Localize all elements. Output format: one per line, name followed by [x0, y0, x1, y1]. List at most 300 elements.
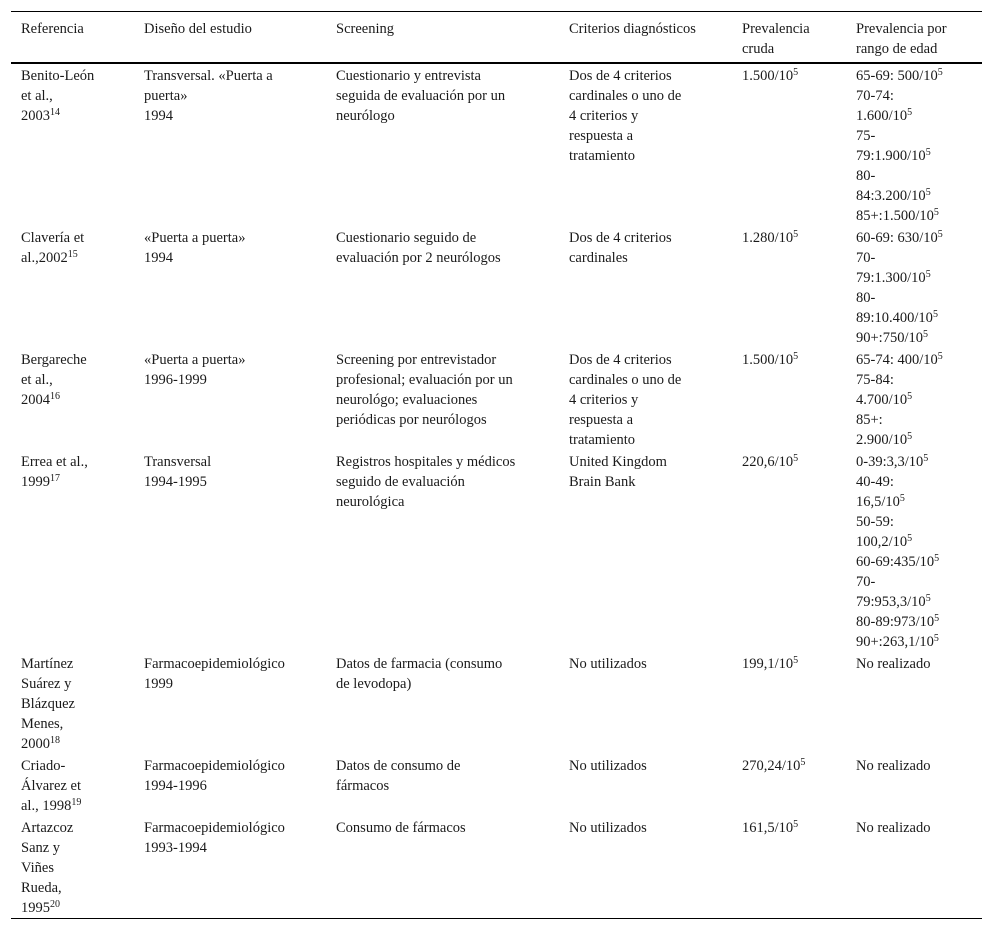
cell-line — [569, 228, 719, 248]
superscript: 5 — [793, 351, 799, 362]
cell-text: 1995 — [21, 900, 50, 916]
cell-text: profesional; evaluación por un — [336, 372, 513, 388]
cell-line — [21, 228, 131, 248]
cell-text: seguida de evaluación por un — [336, 88, 506, 104]
cell-line — [856, 328, 976, 348]
cell-line — [21, 654, 131, 674]
cell-text: 1999 — [144, 676, 173, 692]
cell-line — [144, 472, 314, 492]
cell-line — [856, 410, 976, 430]
cell-line — [144, 776, 314, 796]
header-diseno: Diseño del estudio — [144, 21, 252, 37]
cell-line — [144, 674, 314, 694]
cell-line — [569, 452, 719, 472]
cell-text: 16,5/10 — [856, 494, 900, 510]
cell-line — [336, 674, 546, 694]
header-prevalencia-cruda: Prevalencia cruda — [742, 21, 810, 57]
superscript: 5 — [925, 593, 931, 604]
cell-line — [21, 858, 131, 878]
cell-text: 79:1.300/10 — [856, 270, 926, 286]
superscript: 5 — [907, 391, 913, 402]
cell-text: 0-39:3,3/10 — [856, 454, 924, 470]
cell-line — [569, 350, 719, 370]
header-screening: Screening — [336, 21, 394, 37]
cell-text: 4 criterios y — [569, 392, 639, 408]
cell-line — [21, 694, 131, 714]
cell-text: 1.500/10 — [742, 352, 794, 368]
cell-line — [21, 674, 131, 694]
header-prevalencia-edad: Prevalencia por rango de edad — [856, 21, 947, 57]
cell-line — [856, 248, 976, 268]
cell-text: 79:1.900/10 — [856, 148, 926, 164]
cell-line — [856, 126, 976, 146]
cell-text: 1993-1994 — [144, 840, 207, 856]
cell-text: Álvarez et — [21, 778, 81, 794]
cell-text: Screening por entrevistador — [336, 352, 497, 368]
cell-prevalencia-edad — [856, 452, 976, 652]
cell-text: 90+:750/10 — [856, 330, 923, 346]
cell-text: 84:3.200/10 — [856, 188, 926, 204]
cell-line — [336, 492, 546, 512]
superscript: 5 — [793, 229, 799, 240]
cell-text: 1994-1996 — [144, 778, 207, 794]
cell-line — [21, 66, 131, 86]
cell-line — [856, 308, 976, 328]
cell-text: et al., — [21, 372, 53, 388]
cell-line — [144, 248, 314, 268]
cell-text: 161,5/10 — [742, 820, 794, 836]
cell-text: No utilizados — [569, 820, 647, 836]
superscript: 5 — [907, 107, 913, 118]
cell-line — [336, 472, 546, 492]
cell-text: 100,2/10 — [856, 534, 908, 550]
superscript: 5 — [932, 309, 938, 320]
cell-text: Transversal. «Puerta a — [144, 68, 273, 84]
cell-text: 2003 — [21, 108, 50, 124]
cell-text: respuesta a — [569, 128, 634, 144]
superscript: 5 — [925, 269, 931, 280]
cell-referencia — [21, 350, 131, 410]
cell-line — [856, 66, 976, 86]
cell-line — [856, 592, 976, 612]
cell-referencia — [21, 756, 131, 816]
superscript: 5 — [793, 655, 799, 666]
cell-text: 270,24/10 — [742, 758, 801, 774]
cell-text: 1.500/10 — [742, 68, 794, 84]
cell-text: 199,1/10 — [742, 656, 794, 672]
cell-line — [21, 818, 131, 838]
cell-text: Registros hospitales y médicos — [336, 454, 516, 470]
cell-text: No realizado — [856, 820, 931, 836]
cell-text: 40-49: — [856, 474, 894, 490]
cell-text: periódicas por neurólogos — [336, 412, 487, 428]
cell-diseno — [144, 350, 314, 390]
cell-line — [21, 898, 131, 918]
cell-prevalencia-edad — [856, 350, 976, 450]
cell-text: 2004 — [21, 392, 50, 408]
cell-text: evaluación por 2 neurólogos — [336, 250, 501, 266]
cell-text: 79:953,3/10 — [856, 594, 926, 610]
cell-line — [569, 654, 719, 674]
cell-text: al., 1998 — [21, 798, 72, 814]
superscript: 14 — [50, 107, 60, 118]
cell-criterios — [569, 756, 719, 776]
cell-prevalencia-edad — [856, 66, 976, 226]
cell-line — [742, 350, 842, 370]
superscript: 5 — [793, 67, 799, 78]
cell-line — [21, 350, 131, 370]
cell-line — [144, 756, 314, 776]
cell-text: 1994 — [144, 250, 173, 266]
cell-text: Rueda, — [21, 880, 62, 896]
table-row — [11, 348, 982, 450]
cell-text: tratamiento — [569, 432, 636, 448]
cell-text: 1994-1995 — [144, 474, 207, 490]
cell-text: Clavería et — [21, 230, 85, 246]
cell-screening — [336, 654, 546, 694]
cell-line — [21, 390, 131, 410]
cell-line — [21, 106, 131, 126]
cell-line — [336, 86, 546, 106]
cell-line — [569, 106, 719, 126]
cell-line — [336, 818, 546, 838]
cell-text: 90+:263,1/10 — [856, 634, 934, 650]
cell-text: al.,2002 — [21, 250, 68, 266]
superscript: 19 — [71, 797, 82, 808]
cell-text: 2000 — [21, 736, 50, 752]
cell-line — [856, 268, 976, 288]
cell-text: Viñes — [21, 860, 54, 876]
cell-line — [856, 818, 976, 838]
superscript: 5 — [907, 533, 913, 544]
cell-text: cardinales o uno de — [569, 88, 682, 104]
cell-line — [569, 126, 719, 146]
cell-criterios — [569, 66, 719, 166]
cell-diseno — [144, 654, 314, 694]
cell-prevalencia-cruda — [742, 818, 842, 838]
cell-line — [742, 756, 842, 776]
cell-text: Farmacoepidemiológico — [144, 758, 285, 774]
cell-text: Bergareche — [21, 352, 87, 368]
cell-criterios — [569, 350, 719, 450]
table-header — [11, 11, 982, 64]
cell-line — [21, 734, 131, 754]
cell-line — [336, 106, 546, 126]
cell-line — [336, 228, 546, 248]
cell-screening — [336, 66, 546, 126]
table-row — [11, 64, 982, 226]
table-row — [11, 450, 982, 652]
superscript: 17 — [50, 473, 60, 484]
cell-line — [569, 390, 719, 410]
cell-line — [742, 66, 842, 86]
cell-text: Sanz y — [21, 840, 61, 856]
superscript: 5 — [793, 819, 799, 830]
superscript: 15 — [67, 249, 78, 260]
cell-text: 65-69: 500/10 — [856, 68, 938, 84]
cell-line — [569, 86, 719, 106]
cell-referencia — [21, 654, 131, 754]
cell-prevalencia-cruda — [742, 654, 842, 674]
cell-prevalencia-cruda — [742, 228, 842, 248]
cell-line — [856, 472, 976, 492]
cell-text: 1994 — [144, 108, 173, 124]
cell-line — [21, 86, 131, 106]
cell-text: 85+: — [856, 412, 883, 428]
cell-text: No realizado — [856, 656, 931, 672]
cell-text: Dos de 4 criterios — [569, 68, 672, 84]
table-body — [11, 64, 982, 919]
superscript: 5 — [933, 207, 939, 218]
cell-line — [144, 838, 314, 858]
cell-line — [144, 86, 314, 106]
cell-diseno — [144, 452, 314, 492]
cell-text: 70- — [856, 574, 876, 590]
cell-criterios — [569, 228, 719, 268]
cell-line — [569, 430, 719, 450]
cell-text: Dos de 4 criterios — [569, 230, 672, 246]
cell-text: respuesta a — [569, 412, 634, 428]
cell-line — [336, 248, 546, 268]
cell-line — [569, 818, 719, 838]
cell-line — [21, 756, 131, 776]
superscript: 5 — [937, 67, 943, 78]
cell-text: 70-74: — [856, 88, 894, 104]
superscript: 5 — [934, 553, 940, 564]
cell-text: 80- — [856, 168, 876, 184]
superscript: 5 — [800, 757, 806, 768]
cell-line — [569, 66, 719, 86]
cell-line — [742, 818, 842, 838]
cell-referencia — [21, 452, 131, 492]
cell-line — [336, 654, 546, 674]
cell-referencia — [21, 818, 131, 918]
cell-text: Benito-León — [21, 68, 95, 84]
cell-screening — [336, 818, 546, 838]
superscript: 5 — [925, 187, 931, 198]
prevalence-table — [11, 11, 982, 919]
cell-line — [742, 228, 842, 248]
cell-line — [569, 472, 719, 492]
cell-line — [21, 776, 131, 796]
cell-text: 220,6/10 — [742, 454, 794, 470]
cell-line — [569, 248, 719, 268]
header-criterios: Criterios diagnósticos — [569, 21, 696, 37]
cell-text: 4.700/10 — [856, 392, 908, 408]
cell-text: Cuestionario y entrevista — [336, 68, 481, 84]
superscript: 5 — [934, 613, 940, 624]
cell-line — [144, 350, 314, 370]
cell-line — [856, 166, 976, 186]
cell-line — [144, 818, 314, 838]
cell-line — [144, 228, 314, 248]
cell-line — [21, 452, 131, 472]
cell-line — [856, 106, 976, 126]
cell-text: 60-69: 630/10 — [856, 230, 938, 246]
superscript: 5 — [925, 147, 931, 158]
cell-line — [856, 552, 976, 572]
cell-criterios — [569, 452, 719, 492]
cell-text: 60-69:435/10 — [856, 554, 935, 570]
cell-prevalencia-cruda — [742, 350, 842, 370]
header-referencia: Referencia — [21, 21, 84, 37]
cell-line — [856, 452, 976, 472]
cell-text: Farmacoepidemiológico — [144, 820, 285, 836]
cell-line — [856, 632, 976, 652]
cell-criterios — [569, 818, 719, 838]
cell-line — [856, 350, 976, 370]
cell-text: de levodopa) — [336, 676, 412, 692]
cell-text: Brain Bank — [569, 474, 636, 490]
cell-line — [856, 532, 976, 552]
superscript: 5 — [937, 229, 943, 240]
cell-line — [144, 452, 314, 472]
cell-line — [21, 248, 131, 268]
cell-line — [856, 492, 976, 512]
cell-text: Criado- — [21, 758, 66, 774]
cell-line — [856, 756, 976, 776]
cell-diseno — [144, 66, 314, 126]
cell-line — [856, 370, 976, 390]
cell-line — [569, 756, 719, 776]
cell-prevalencia-cruda — [742, 452, 842, 472]
cell-line — [144, 66, 314, 86]
cell-text: Menes, — [21, 716, 64, 732]
cell-text: 65-74: 400/10 — [856, 352, 938, 368]
cell-text: seguido de evaluación — [336, 474, 465, 490]
cell-line — [21, 472, 131, 492]
cell-text: 1.600/10 — [856, 108, 908, 124]
superscript: 20 — [50, 899, 60, 910]
cell-diseno — [144, 756, 314, 796]
superscript: 5 — [907, 431, 913, 442]
superscript: 5 — [937, 351, 943, 362]
cell-line — [742, 452, 842, 472]
cell-text: Cuestionario seguido de — [336, 230, 477, 246]
cell-line — [21, 714, 131, 734]
cell-line — [336, 776, 546, 796]
cell-line — [336, 370, 546, 390]
cell-line — [856, 228, 976, 248]
cell-text: 85+:1.500/10 — [856, 208, 934, 224]
cell-line — [569, 370, 719, 390]
cell-line — [856, 572, 976, 592]
superscript: 5 — [923, 453, 929, 464]
superscript: 5 — [899, 493, 905, 504]
cell-screening — [336, 756, 546, 796]
cell-line — [856, 206, 976, 226]
cell-prevalencia-edad — [856, 228, 976, 348]
cell-line — [336, 350, 546, 370]
superscript: 5 — [923, 329, 928, 340]
cell-text: Errea et al., — [21, 454, 88, 470]
cell-line — [336, 410, 546, 430]
cell-text: cardinales — [569, 250, 628, 266]
cell-text: 2.900/10 — [856, 432, 908, 448]
cell-text: 1996-1999 — [144, 372, 207, 388]
cell-line — [856, 390, 976, 410]
cell-text: puerta» — [144, 88, 188, 104]
cell-line — [856, 512, 976, 532]
cell-line — [856, 430, 976, 450]
table-row — [11, 816, 982, 919]
cell-text: fármacos — [336, 778, 390, 794]
superscript: 5 — [933, 633, 939, 644]
cell-line — [144, 370, 314, 390]
cell-text: Farmacoepidemiológico — [144, 656, 285, 672]
superscript: 18 — [50, 735, 60, 746]
cell-prevalencia-cruda — [742, 756, 842, 776]
cell-line — [21, 370, 131, 390]
superscript: 16 — [50, 391, 60, 402]
cell-line — [336, 452, 546, 472]
cell-screening — [336, 350, 546, 430]
cell-text: 70- — [856, 250, 876, 266]
cell-text: Datos de consumo de — [336, 758, 461, 774]
cell-text: tratamiento — [569, 148, 636, 164]
cell-line — [21, 838, 131, 858]
cell-text: 50-59: — [856, 514, 894, 530]
cell-text: 80-89:973/10 — [856, 614, 935, 630]
cell-text: 75-84: — [856, 372, 894, 388]
cell-line — [336, 390, 546, 410]
cell-prevalencia-edad — [856, 756, 976, 776]
cell-text: No utilizados — [569, 656, 647, 672]
cell-line — [144, 106, 314, 126]
cell-text: Dos de 4 criterios — [569, 352, 672, 368]
cell-text: 1.280/10 — [742, 230, 794, 246]
cell-text: Martínez — [21, 656, 74, 672]
table-row — [11, 754, 982, 816]
cell-prevalencia-cruda — [742, 66, 842, 86]
cell-line — [856, 288, 976, 308]
cell-text: neurológica — [336, 494, 405, 510]
cell-text: No realizado — [856, 758, 931, 774]
cell-text: Artazcoz — [21, 820, 74, 836]
cell-line — [856, 86, 976, 106]
cell-text: Suárez y — [21, 676, 72, 692]
cell-line — [569, 146, 719, 166]
cell-prevalencia-edad — [856, 654, 976, 674]
cell-text: 4 criterios y — [569, 108, 639, 124]
cell-text: No utilizados — [569, 758, 647, 774]
cell-prevalencia-edad — [856, 818, 976, 838]
cell-text: 89:10.400/10 — [856, 310, 933, 326]
cell-line — [856, 146, 976, 166]
cell-text: et al., — [21, 88, 53, 104]
cell-text: Consumo de fármacos — [336, 820, 466, 836]
cell-text: «Puerta a puerta» — [144, 230, 246, 246]
cell-diseno — [144, 228, 314, 268]
cell-screening — [336, 452, 546, 512]
cell-text: Transversal — [144, 454, 212, 470]
cell-text: Datos de farmacia (consumo — [336, 656, 503, 672]
cell-text: United Kingdom — [569, 454, 667, 470]
cell-line — [21, 878, 131, 898]
cell-screening — [336, 228, 546, 268]
table-row — [11, 226, 982, 348]
cell-line — [336, 756, 546, 776]
cell-referencia — [21, 228, 131, 268]
cell-text: neurólogo — [336, 108, 395, 124]
cell-text: 80- — [856, 290, 876, 306]
cell-text: «Puerta a puerta» — [144, 352, 246, 368]
cell-line — [856, 186, 976, 206]
cell-line — [742, 654, 842, 674]
cell-line — [336, 66, 546, 86]
cell-text: cardinales o uno de — [569, 372, 682, 388]
cell-line — [856, 612, 976, 632]
